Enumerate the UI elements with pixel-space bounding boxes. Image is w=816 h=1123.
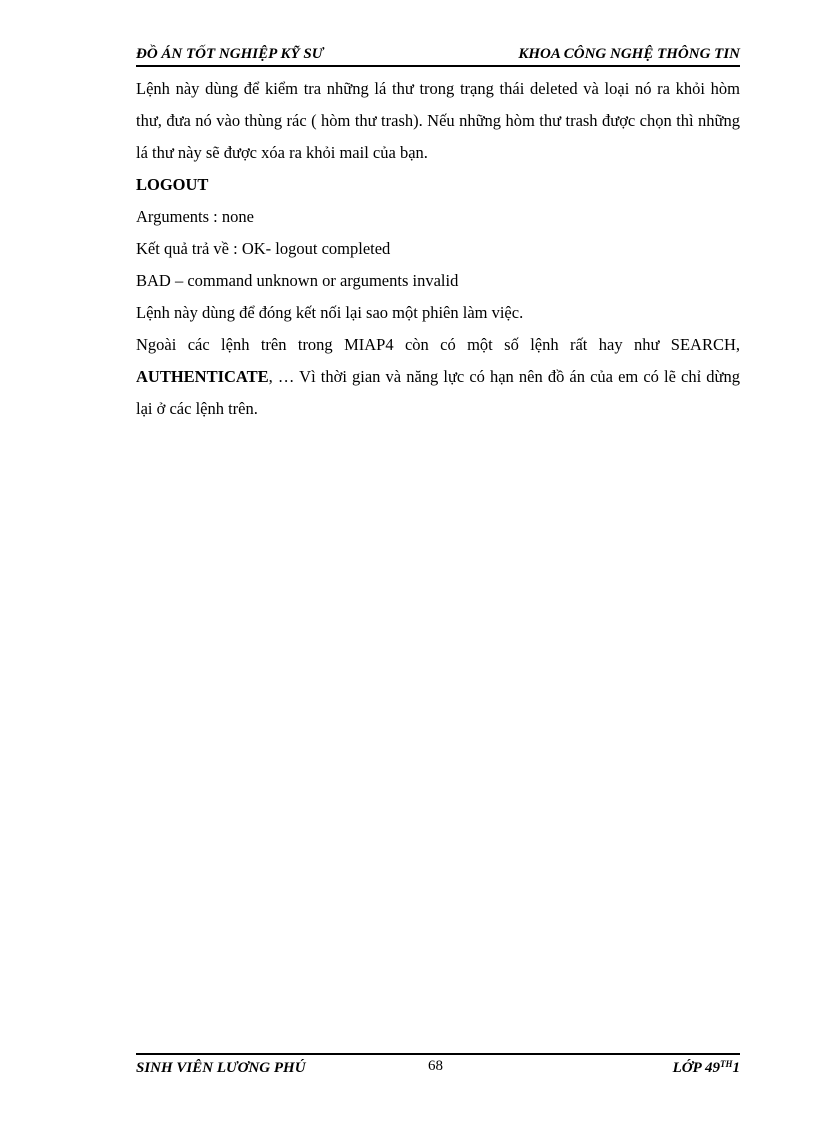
page-body	[136, 73, 740, 425]
logout-result-line: Kết quả trả về : OK- logout completed	[136, 239, 391, 258]
logout-bad-line: BAD – command unknown or arguments invalid	[136, 271, 459, 290]
footer-divider	[136, 1053, 740, 1055]
header-thesis-title: ĐỒ ÁN TỐT NGHIỆP KỸ SƯ	[136, 46, 324, 62]
logout-heading-text: LOGOUT	[136, 175, 209, 194]
footer-student-name: SINH VIÊN LƯƠNG PHÚ	[136, 1060, 306, 1076]
closing-bold-command: AUTHENTICATE	[136, 367, 269, 386]
expunge-description-paragraph: Lệnh này dùng để kiểm tra những lá thư trong trạng thái deleted và loại nó ra khỏi hòm thư, đưa nó vào thùng rác ( hòm thư trash). Nếu những hòm thư trash được chọn thì những lá thư này sẽ được xóa ra khỏi mail của bạn.	[136, 79, 740, 162]
logout-description-paragraph: Lệnh này dùng để đóng kết nối lại sao một phiên làm việc.	[136, 303, 524, 322]
closing-text-part1: Ngoài các lệnh trên trong MIAP4 còn có một số lệnh rất hay như SEARCH,	[136, 335, 740, 354]
closing-text-part2: , … Vì thời gian và năng lực có hạn nên đồ án của em có lẽ chỉ dừng lại ở các lệnh trên.	[136, 367, 740, 418]
footer-class-name	[673, 1060, 740, 1077]
footer-class-prefix: LỚP 49	[672, 1060, 720, 1076]
header-divider	[136, 65, 740, 67]
closing-paragraph	[136, 329, 740, 425]
logout-heading	[136, 169, 740, 201]
page-footer	[136, 1058, 740, 1078]
page-header	[136, 46, 740, 65]
header-faculty-name: KHOA CÔNG NGHỆ THÔNG TIN	[518, 46, 740, 62]
page-number: 68	[428, 1058, 443, 1074]
footer-class-suffix: 1	[732, 1060, 740, 1076]
footer-class-superscript: TH	[720, 1059, 733, 1069]
logout-arguments-line: Arguments : none	[136, 207, 254, 226]
